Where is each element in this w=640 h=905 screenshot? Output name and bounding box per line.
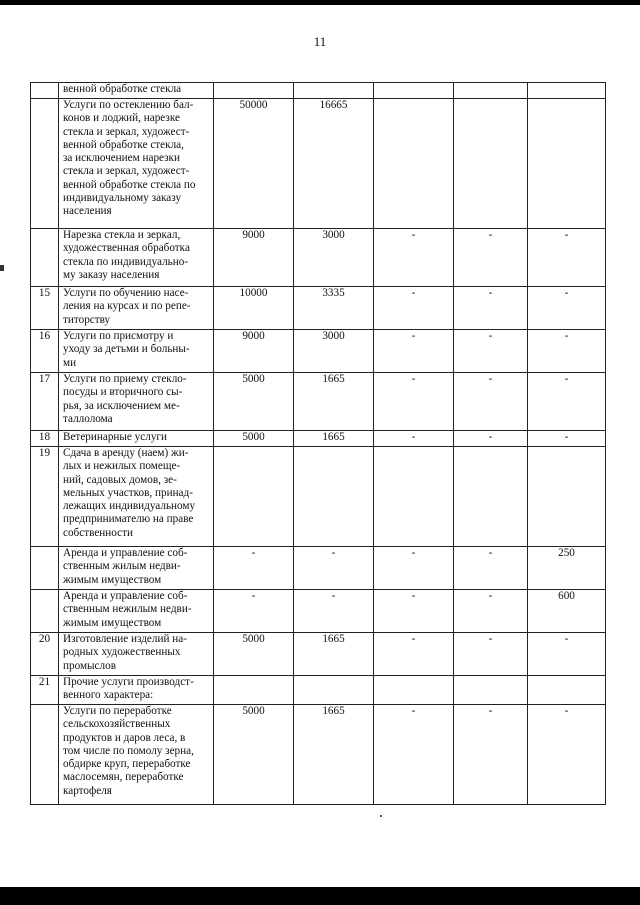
value-col-2 <box>294 447 374 547</box>
value-col-3: - <box>374 229 454 287</box>
value-col-2: 1665 <box>294 373 374 431</box>
value-col-1: 9000 <box>214 330 294 373</box>
page-number: 11 <box>313 34 327 49</box>
value-col-5 <box>528 83 606 99</box>
value-col-5: - <box>528 229 606 287</box>
value-col-4 <box>454 83 528 99</box>
row-number <box>31 705 59 805</box>
table-row <box>31 287 606 330</box>
service-description: Аренда и управление соб- ственным жилым недви- жимым имуществом <box>59 547 214 590</box>
value-col-5: - <box>528 633 606 676</box>
value-col-3: - <box>374 431 454 447</box>
value-col-5 <box>528 676 606 705</box>
service-description: Ветеринарные услуги <box>59 431 214 447</box>
value-col-5: - <box>528 330 606 373</box>
value-col-4 <box>454 676 528 705</box>
table-row <box>31 99 606 229</box>
service-description: Услуги по обучению насе- ления на курсах и по репе- титорству <box>59 287 214 330</box>
value-col-2: - <box>294 590 374 633</box>
value-col-4: - <box>454 431 528 447</box>
value-col-1: - <box>214 547 294 590</box>
value-col-1: 5000 <box>214 373 294 431</box>
value-col-4: - <box>454 373 528 431</box>
scan-top-edge <box>0 0 640 5</box>
value-col-5: 250 <box>528 547 606 590</box>
value-col-1 <box>214 83 294 99</box>
row-number: 21 <box>31 676 59 705</box>
value-col-1: 9000 <box>214 229 294 287</box>
row-number: 19 <box>31 447 59 547</box>
value-col-4: - <box>454 287 528 330</box>
value-col-1: 5000 <box>214 431 294 447</box>
value-col-2: 3000 <box>294 229 374 287</box>
value-col-1: - <box>214 590 294 633</box>
value-col-2 <box>294 676 374 705</box>
value-col-3: - <box>374 590 454 633</box>
row-number <box>31 99 59 229</box>
value-col-2: 16665 <box>294 99 374 229</box>
value-col-1: 5000 <box>214 705 294 805</box>
table-row <box>31 547 606 590</box>
table-row <box>31 633 606 676</box>
scan-side-mark <box>0 265 4 271</box>
row-number <box>31 590 59 633</box>
table-row <box>31 373 606 431</box>
row-number: 17 <box>31 373 59 431</box>
value-col-4 <box>454 99 528 229</box>
value-col-3 <box>374 99 454 229</box>
value-col-5: - <box>528 705 606 805</box>
value-col-5: - <box>528 431 606 447</box>
value-col-4: - <box>454 547 528 590</box>
service-description: Услуги по присмотру и уходу за детьми и больны- ми <box>59 330 214 373</box>
service-description: Прочие услуги производст- венного характера: <box>59 676 214 705</box>
value-col-5: - <box>528 287 606 330</box>
row-number <box>31 229 59 287</box>
value-col-4: - <box>454 590 528 633</box>
row-number <box>31 83 59 99</box>
value-col-3 <box>374 676 454 705</box>
value-col-4 <box>454 447 528 547</box>
service-description: Услуги по переработке сельскохозяйственных продуктов и даров леса, в том числе по помолу зерна, обдирке круп, переработке маслосемян, переработке картофеля <box>59 705 214 805</box>
value-col-3: - <box>374 705 454 805</box>
value-col-4: - <box>454 330 528 373</box>
value-col-4: - <box>454 633 528 676</box>
table-row <box>31 590 606 633</box>
service-description: Нарезка стекла и зеркал, художественная обработка стекла по индивидуально- му заказу населения <box>59 229 214 287</box>
table-row <box>31 83 606 99</box>
scan-dot-mark <box>380 815 382 817</box>
row-number: 15 <box>31 287 59 330</box>
value-col-3 <box>374 83 454 99</box>
value-col-2: 3000 <box>294 330 374 373</box>
value-col-1: 10000 <box>214 287 294 330</box>
value-col-1 <box>214 447 294 547</box>
value-col-5 <box>528 447 606 547</box>
value-col-3: - <box>374 633 454 676</box>
value-col-1: 5000 <box>214 633 294 676</box>
value-col-3: - <box>374 373 454 431</box>
value-col-3: - <box>374 287 454 330</box>
service-description: венной обработке стекла <box>59 83 214 99</box>
table-row <box>31 676 606 705</box>
value-col-1: 50000 <box>214 99 294 229</box>
value-col-4: - <box>454 705 528 805</box>
service-description: Изготовление изделий на- родных художественных промыслов <box>59 633 214 676</box>
table-row <box>31 705 606 805</box>
value-col-2 <box>294 83 374 99</box>
value-col-2: - <box>294 547 374 590</box>
row-number: 18 <box>31 431 59 447</box>
value-col-3: - <box>374 547 454 590</box>
table-row <box>31 431 606 447</box>
value-col-5 <box>528 99 606 229</box>
value-col-1 <box>214 676 294 705</box>
service-description: Услуги по остеклению бал- конов и лоджий, нарезке стекла и зеркал, художест- венной обработке стекла, за исключением нарезки стекла и зеркал, художест- венной обработке стекла по индивидуальному заказу населения <box>59 99 214 229</box>
row-number: 16 <box>31 330 59 373</box>
row-number: 20 <box>31 633 59 676</box>
value-col-3: - <box>374 330 454 373</box>
scan-bottom-edge <box>0 887 640 905</box>
service-description: Аренда и управление соб- ственным нежилым недви- жимым имуществом <box>59 590 214 633</box>
value-col-2: 1665 <box>294 633 374 676</box>
service-description: Сдача в аренду (наем) жи- лых и нежилых помеще- ний, садовых домов, зе- мельных участков, принад- лежащих индивидуальному предпринимателю на праве собственности <box>59 447 214 547</box>
value-col-2: 1665 <box>294 431 374 447</box>
value-col-2: 3335 <box>294 287 374 330</box>
value-col-4: - <box>454 229 528 287</box>
value-col-2: 1665 <box>294 705 374 805</box>
table-row <box>31 229 606 287</box>
service-description: Услуги по приему стекло- посуды и вторичного сы- рья, за исключением ме- таллолома <box>59 373 214 431</box>
table-body <box>31 83 606 805</box>
tax-rates-table <box>30 82 606 805</box>
value-col-5: 600 <box>528 590 606 633</box>
table-row <box>31 447 606 547</box>
table-row <box>31 330 606 373</box>
row-number <box>31 547 59 590</box>
value-col-5: - <box>528 373 606 431</box>
value-col-3 <box>374 447 454 547</box>
